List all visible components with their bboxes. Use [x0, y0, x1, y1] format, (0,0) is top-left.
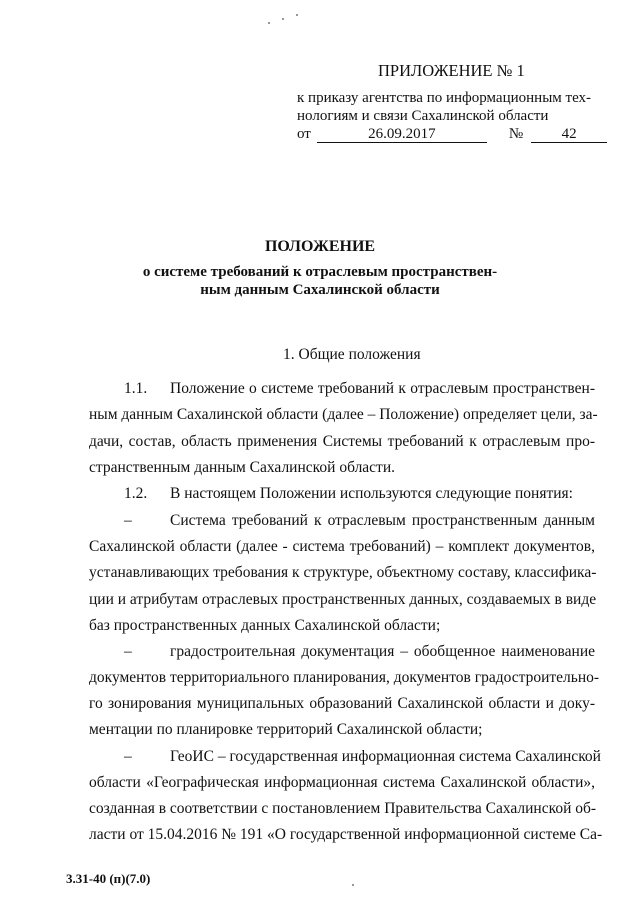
document-subtitle-line-1: о системе требований к отраслевым пространствен- — [142, 264, 498, 280]
body-line: устанавливающих требования к структуре, объектному составу, классифика- — [89, 564, 597, 581]
body-line: Система требований к отраслевым пространственным данным — [170, 512, 595, 529]
body-line: созданная в соответствии с постановлением Правительства Сахалинской об- — [89, 800, 597, 817]
order-reference-line-2: нологиям и связи Сахалинской области — [297, 108, 549, 124]
order-reference-line-1: к приказу агентства по информационным тех- — [297, 90, 592, 106]
body-line: ласти от 15.04.2016 № 191 «О государственной информационной системе Са- — [89, 826, 603, 843]
paragraph-number: 1.2. — [124, 485, 148, 502]
list-dash: – — [124, 643, 132, 660]
body-line: Сахалинской области (далее - система требований) – комплект документов, — [89, 538, 595, 555]
paragraph-number: 1.1. — [124, 380, 148, 397]
body-line: баз пространственных данных Сахалинской области; — [89, 617, 441, 634]
order-date: 26.09.2017 — [317, 127, 487, 143]
body-line: ГеоИС – государственная информационная система Сахалинской — [170, 748, 601, 765]
scan-speck — [268, 22, 270, 24]
document-title: ПОЛОЖЕНИЕ — [264, 238, 376, 255]
appendix-title: ПРИЛОЖЕНИЕ № 1 — [378, 61, 525, 80]
order-date-row — [297, 126, 607, 143]
body-line: В настоящем Положении используются следующие понятия: — [170, 485, 573, 502]
body-line: Положение о системе требований к отраслевым пространствен- — [170, 380, 595, 397]
scan-speck — [352, 884, 354, 886]
document-subtitle-line-2: ным данным Сахалинской области — [200, 282, 440, 298]
body-line: странственным данным Сахалинской области. — [89, 459, 396, 476]
order-number: 42 — [531, 127, 607, 143]
body-line: ментации по планировке территорий Сахалинской области; — [89, 721, 483, 738]
body-line: документов территориального планирования, документов градостроительно- — [89, 669, 600, 686]
scan-speck — [296, 14, 298, 16]
body-line: дачи, состав, область применения Системы требований к отраслевым про- — [89, 433, 595, 450]
body-line: ным данным Сахалинской области (далее – Положение) определяет цели, за- — [89, 406, 598, 423]
body-line: градостроительная документация – обобщенное наименование — [170, 643, 595, 660]
body-line: го зонирования муниципальных образований Сахалинской области и доку- — [89, 695, 595, 712]
section-heading: 1. Общие положения — [283, 346, 421, 363]
list-dash: – — [124, 748, 132, 765]
body-line: области «Географическая информационная система Сахалинской области», — [89, 774, 595, 791]
date-label: от — [297, 126, 311, 142]
scan-speck — [282, 18, 284, 20]
number-label: № — [508, 126, 524, 142]
body-line: ции и атрибутам отраслевых пространственных данных, создаваемых в виде — [89, 591, 597, 608]
list-dash: – — [124, 512, 132, 529]
form-code: 3.31-40 (п)(7.0) — [66, 871, 151, 886]
